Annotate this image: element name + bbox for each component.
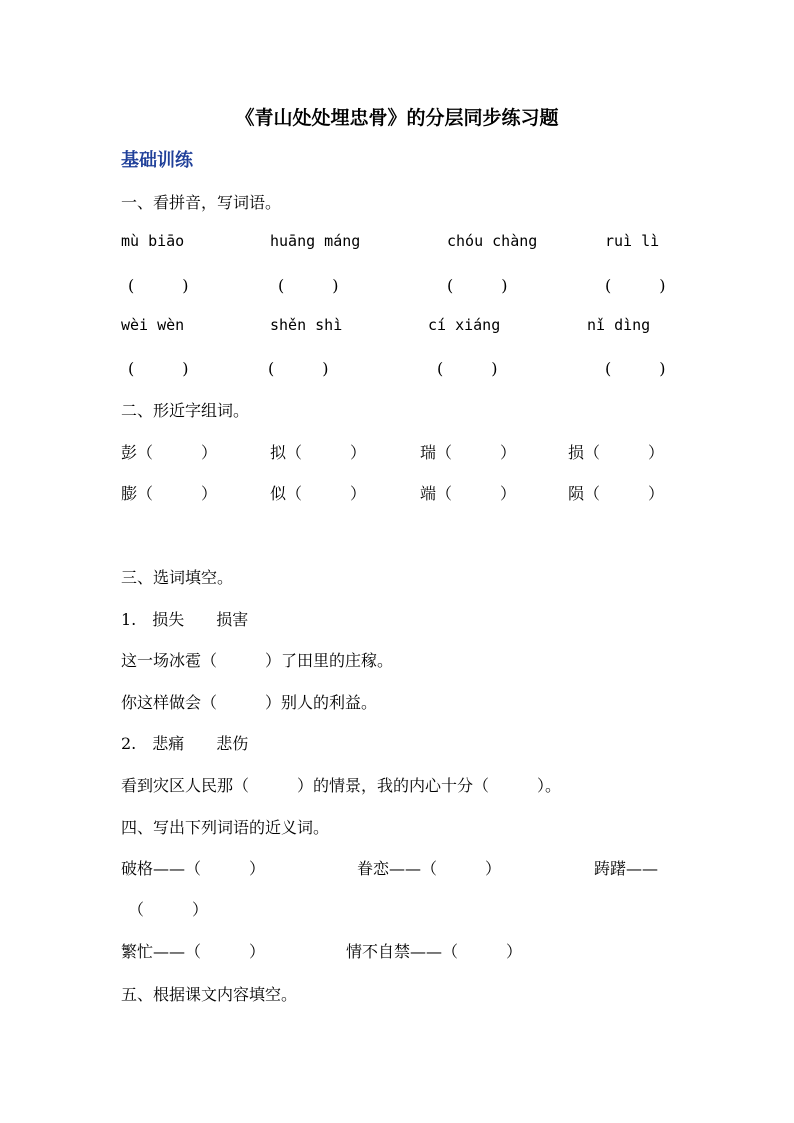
q3-heading: 三、选词填空。 (121, 568, 234, 587)
char-word-blank[interactable]: 膨（ ） (121, 484, 218, 503)
char-word-blank[interactable]: 端（ ） (420, 484, 517, 503)
section-heading: 基础训练 (121, 150, 193, 171)
answer-blank[interactable]: ( ) (447, 276, 508, 295)
char-word-blank[interactable]: 陨（ ） (568, 484, 665, 503)
q1-heading: 一、看拼音，写词语。 (121, 193, 282, 212)
answer-blank[interactable]: ( ) (128, 276, 189, 295)
synonym-blank[interactable]: 情不自禁——（ ） (346, 942, 523, 961)
answer-blank[interactable]: ( ) (437, 359, 498, 378)
synonym-blank[interactable]: 繁忙——（ ） (121, 942, 266, 961)
synonym-blank[interactable]: 踌躇—— (594, 859, 659, 878)
char-word-blank[interactable]: 瑞（ ） (420, 443, 517, 462)
q5-heading: 五、根据课文内容填空。 (121, 985, 298, 1004)
answer-blank[interactable]: ( ) (268, 359, 329, 378)
char-word-blank[interactable]: 彭（ ） (121, 443, 218, 462)
synonym-blank[interactable]: 破格——（ ） (121, 859, 266, 878)
q3-item2-choices: 2. 悲痛 悲伤 (121, 734, 249, 753)
q3-item1-sentence1[interactable]: 这一场冰雹（ ）了田里的庄稼。 (121, 651, 394, 670)
answer-blank[interactable]: ( ) (278, 276, 339, 295)
pinyin-cell: chóu chàng (447, 232, 538, 250)
pinyin-cell: ruì lì (605, 232, 660, 250)
q3-item2-sentence1[interactable]: 看到灾区人民那（ ）的情景，我的内心十分（ ）。 (121, 776, 562, 795)
q4-heading: 四、写出下列词语的近义词。 (121, 818, 330, 837)
answer-blank[interactable]: ( ) (128, 359, 189, 378)
answer-blank[interactable]: ( ) (605, 276, 666, 295)
q2-heading: 二、形近字组词。 (121, 401, 250, 420)
q3-item1-sentence2[interactable]: 你这样做会（ ）别人的利益。 (121, 693, 378, 712)
pinyin-cell: cí xiáng (428, 316, 501, 334)
pinyin-cell: nǐ dìng (587, 316, 651, 334)
answer-blank[interactable]: ( ) (605, 359, 666, 378)
char-word-blank[interactable]: 似（ ） (270, 484, 367, 503)
q3-item1-choices: 1. 损失 损害 (121, 610, 249, 629)
pinyin-cell: shěn shì (270, 316, 343, 334)
pinyin-cell: mù biāo (121, 232, 185, 250)
pinyin-cell: huāng máng (270, 232, 361, 250)
pinyin-cell: wèi wèn (121, 316, 185, 334)
char-word-blank[interactable]: 损（ ） (568, 443, 665, 462)
page-title: 《青山处处埋忠骨》的分层同步练习题 (235, 107, 559, 129)
synonym-blank[interactable]: 眷恋——（ ） (357, 859, 502, 878)
char-word-blank[interactable]: 拟（ ） (270, 443, 367, 462)
synonym-blank[interactable]: （ ） (128, 900, 209, 919)
